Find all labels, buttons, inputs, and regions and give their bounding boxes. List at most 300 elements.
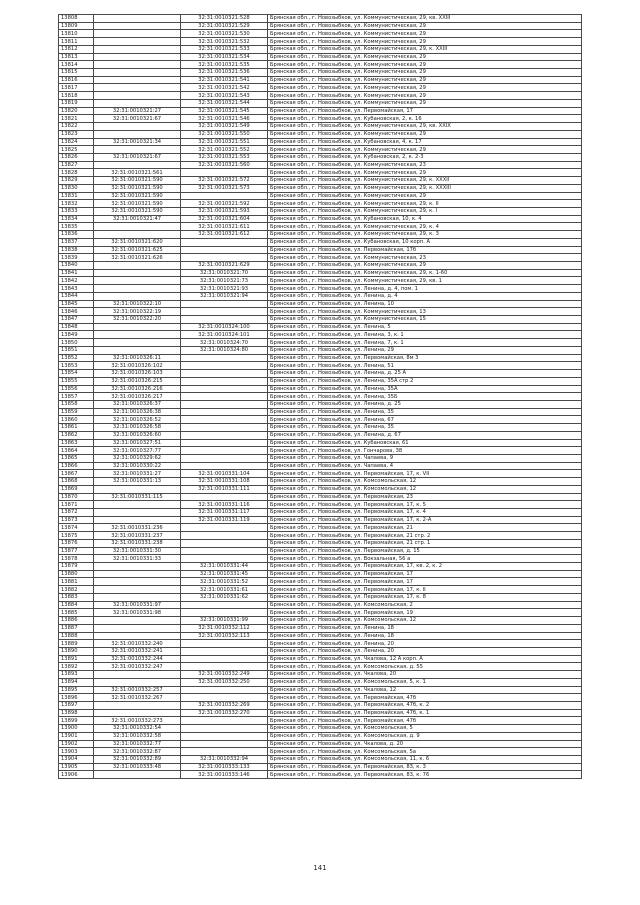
table-row — [59, 323, 582, 331]
address-cell: Брянская обл., г. Новозыбков, ул. Первомайская, д. 15 — [268, 547, 582, 555]
address-cell: Брянская обл., г. Новозыбков, ул. Первомайская, 17, к. 8 — [268, 593, 582, 601]
land-cadastral-number-cell: 32:31:0010321:590 — [94, 207, 181, 215]
land-cadastral-number-cell: 32:31:0010331:236 — [94, 524, 181, 532]
table-row — [59, 717, 582, 725]
land-cadastral-number-cell: 32:31:0010331:13 — [94, 478, 181, 486]
row-number-cell: 13869 — [59, 485, 94, 493]
building-cadastral-number-cell — [181, 655, 268, 663]
row-number-cell: 13824 — [59, 138, 94, 146]
land-cadastral-number-cell: 32:31:0010332:267 — [94, 694, 181, 702]
row-number-cell: 13888 — [59, 632, 94, 640]
table-row — [59, 184, 582, 192]
table-row — [59, 763, 582, 771]
table-row — [59, 694, 582, 702]
building-cadastral-number-cell: 32:31:0010321:543 — [181, 92, 268, 100]
building-cadastral-number-cell — [181, 424, 268, 432]
land-cadastral-number-cell — [94, 586, 181, 594]
table-row — [59, 146, 582, 154]
address-cell: Брянская обл., г. Новозыбков, ул. Коммунистическая, 29, к. II — [268, 200, 582, 208]
row-number-cell: 13884 — [59, 601, 94, 609]
address-cell: Брянская обл., г. Новозыбков, ул. Вокзальная, 56 а — [268, 555, 582, 563]
address-cell: Брянская обл., г. Новозыбков, ул. Первомайская, 17, к. VII — [268, 470, 582, 478]
row-number-cell: 13864 — [59, 447, 94, 455]
building-cadastral-number-cell — [181, 308, 268, 316]
land-cadastral-number-cell: 32:31:0010332:273 — [94, 717, 181, 725]
table-row — [59, 701, 582, 709]
land-cadastral-number-cell — [94, 346, 181, 354]
address-cell: Брянская обл., г. Новозыбков, ул. Коммунистическая, 29 — [268, 30, 582, 38]
table-row — [59, 725, 582, 733]
land-cadastral-number-cell: 32:31:0010321:626 — [94, 254, 181, 262]
land-cadastral-number-cell — [94, 92, 181, 100]
table-row — [59, 377, 582, 385]
row-number-cell: 13878 — [59, 555, 94, 563]
land-cadastral-number-cell: 32:31:0010326:102 — [94, 362, 181, 370]
row-number-cell: 13831 — [59, 192, 94, 200]
row-number-cell: 13837 — [59, 238, 94, 246]
building-cadastral-number-cell: 32:31:0010321:552 — [181, 146, 268, 154]
table-row — [59, 431, 582, 439]
building-cadastral-number-cell — [181, 493, 268, 501]
row-number-cell: 13880 — [59, 570, 94, 578]
land-cadastral-number-cell: 32:31:0010321:47 — [94, 215, 181, 223]
address-cell: Брянская обл., г. Новозыбков, ул. Первомайская, 17 — [268, 578, 582, 586]
address-cell: Брянская обл., г. Новозыбков, ул. Чкалова, 20 — [268, 671, 582, 679]
address-cell: Брянская обл., г. Новозыбков, ул. Комсомольская, 12 — [268, 485, 582, 493]
building-cadastral-number-cell: 32:31:0010324:70 — [181, 339, 268, 347]
building-cadastral-number-cell: 32:31:0010321:545 — [181, 107, 268, 115]
building-cadastral-number-cell: 32:31:0010321:572 — [181, 177, 268, 185]
table-row — [59, 192, 582, 200]
land-cadastral-number-cell — [94, 38, 181, 46]
building-cadastral-number-cell: 32:31:0010331:119 — [181, 516, 268, 524]
table-row — [59, 532, 582, 540]
address-cell: Брянская обл., г. Новозыбков, ул. Первомайская, 8м 3 — [268, 354, 582, 362]
land-cadastral-number-cell: 32:31:0010332:58 — [94, 732, 181, 740]
building-cadastral-number-cell: 32:31:0010331:104 — [181, 470, 268, 478]
land-cadastral-number-cell — [94, 516, 181, 524]
row-number-cell: 13861 — [59, 424, 94, 432]
row-number-cell: 13877 — [59, 547, 94, 555]
building-cadastral-number-cell: 32:31:0010324:101 — [181, 331, 268, 339]
row-number-cell: 13830 — [59, 184, 94, 192]
building-cadastral-number-cell — [181, 439, 268, 447]
land-cadastral-number-cell: 32:31:0010331:27 — [94, 470, 181, 478]
address-cell: Брянская обл., г. Новозыбков, ул. Первомайская, 17, к. II — [268, 586, 582, 594]
land-cadastral-number-cell — [94, 69, 181, 77]
address-cell: Брянская обл., г. Новозыбков, ул. Комсомольская, д. 55 — [268, 663, 582, 671]
land-cadastral-number-cell — [94, 22, 181, 30]
table-row — [59, 655, 582, 663]
address-cell: Брянская обл., г. Новозыбков, ул. Коммунистическая, 29, к. XXIII — [268, 45, 582, 53]
building-cadastral-number-cell: 32:31:0010321:542 — [181, 84, 268, 92]
land-cadastral-number-cell: 32:31:0010321:67 — [94, 153, 181, 161]
row-number-cell: 13823 — [59, 130, 94, 138]
building-cadastral-number-cell: 32:31:0010332:113 — [181, 632, 268, 640]
land-cadastral-number-cell: 32:31:0010332:89 — [94, 756, 181, 764]
table-row — [59, 269, 582, 277]
address-cell: Брянская обл., г. Новозыбков, ул. Чкалова, 12 А корп. А — [268, 655, 582, 663]
land-cadastral-number-cell — [94, 15, 181, 23]
address-cell: Брянская обл., г. Новозыбков, ул. Коммунистическая, 29 — [268, 38, 582, 46]
land-cadastral-number-cell — [94, 223, 181, 231]
building-cadastral-number-cell: 32:31:0010321:573 — [181, 184, 268, 192]
table-row — [59, 663, 582, 671]
table-row — [59, 246, 582, 254]
row-number-cell: 13873 — [59, 516, 94, 524]
building-cadastral-number-cell: 32:31:0010333:146 — [181, 771, 268, 779]
land-cadastral-number-cell: 32:31:0010332:241 — [94, 647, 181, 655]
land-cadastral-number-cell — [94, 578, 181, 586]
row-number-cell: 13820 — [59, 107, 94, 115]
address-cell: Брянская обл., г. Новозыбков, ул. Коммунистическая, 29 — [268, 61, 582, 69]
building-cadastral-number-cell: 32:31:0010332:94 — [181, 756, 268, 764]
address-cell: Брянская обл., г. Новозыбков, ул. Первомайская, 47б — [268, 694, 582, 702]
land-cadastral-number-cell: 32:31:0010326:58 — [94, 424, 181, 432]
building-cadastral-number-cell: 32:31:0010321:551 — [181, 138, 268, 146]
building-cadastral-number-cell: 32:31:0010321:70 — [181, 269, 268, 277]
building-cadastral-number-cell: 32:31:0010333:133 — [181, 763, 268, 771]
row-number-cell: 13847 — [59, 316, 94, 324]
table-row — [59, 231, 582, 239]
land-cadastral-number-cell — [94, 53, 181, 61]
address-cell: Брянская обл., г. Новозыбков, ул. Первомайская, 19 — [268, 609, 582, 617]
land-cadastral-number-cell: 32:31:0010332:77 — [94, 740, 181, 748]
address-cell: Брянская обл., г. Новозыбков, ул. Комсомольская, д. 9 — [268, 732, 582, 740]
row-number-cell: 13819 — [59, 99, 94, 107]
row-number-cell: 13858 — [59, 400, 94, 408]
land-cadastral-number-cell — [94, 709, 181, 717]
building-cadastral-number-cell — [181, 377, 268, 385]
land-cadastral-number-cell: 32:31:0010321:590 — [94, 200, 181, 208]
row-number-cell: 13874 — [59, 524, 94, 532]
row-number-cell: 13866 — [59, 462, 94, 470]
address-cell: Брянская обл., г. Новозыбков, ул. Ленина, 35 — [268, 424, 582, 432]
row-number-cell: 13810 — [59, 30, 94, 38]
address-cell: Брянская обл., г. Новозыбков, ул. Ленина, 18 — [268, 624, 582, 632]
address-cell: Брянская обл., г. Новозыбков, ул. Коммунистическая, 29, к. 3 — [268, 231, 582, 239]
building-cadastral-number-cell — [181, 462, 268, 470]
row-number-cell: 13865 — [59, 454, 94, 462]
building-cadastral-number-cell — [181, 454, 268, 462]
table-row — [59, 593, 582, 601]
building-cadastral-number-cell: 32:31:0010324:100 — [181, 323, 268, 331]
building-cadastral-number-cell — [181, 725, 268, 733]
address-cell: Брянская обл., г. Новозыбков, ул. Коммунистическая, 29 — [268, 99, 582, 107]
table-row — [59, 354, 582, 362]
building-cadastral-number-cell: 32:31:0010331:44 — [181, 563, 268, 571]
table-row — [59, 99, 582, 107]
land-cadastral-number-cell: 32:31:0010321:620 — [94, 238, 181, 246]
table-row — [59, 61, 582, 69]
table-row — [59, 732, 582, 740]
address-cell: Брянская обл., г. Новозыбков, ул. Ленина, 29 — [268, 346, 582, 354]
building-cadastral-number-cell: 32:31:0010321:94 — [181, 292, 268, 300]
address-cell: Брянская обл., г. Новозыбков, ул. Первомайская, 21 стр. 1 — [268, 539, 582, 547]
building-cadastral-number-cell: 32:31:0010321:533 — [181, 45, 268, 53]
row-number-cell: 13828 — [59, 169, 94, 177]
building-cadastral-number-cell: 32:31:0010321:592 — [181, 200, 268, 208]
land-cadastral-number-cell: 32:31:0010331:237 — [94, 532, 181, 540]
table-row — [59, 563, 582, 571]
address-cell: Брянская обл., г. Новозыбков, ул. Кубановская, 10, к. 4 — [268, 215, 582, 223]
row-number-cell: 13851 — [59, 346, 94, 354]
address-cell: Брянская обл., г. Новозыбков, ул. Коммунистическая, 29, к. 1-60 — [268, 269, 582, 277]
address-cell: Брянская обл., г. Новозыбков, ул. Ленина, 51 — [268, 362, 582, 370]
land-cadastral-number-cell — [94, 671, 181, 679]
table-row — [59, 76, 582, 84]
address-cell: Брянская обл., г. Новозыбков, ул. Коммунистическая, 29, к. 4 — [268, 223, 582, 231]
land-cadastral-number-cell — [94, 161, 181, 169]
table-row — [59, 686, 582, 694]
table-row — [59, 300, 582, 308]
land-cadastral-number-cell: 32:31:0010326:37 — [94, 400, 181, 408]
building-cadastral-number-cell: 32:31:0010321:593 — [181, 207, 268, 215]
land-cadastral-number-cell — [94, 701, 181, 709]
row-number-cell: 13812 — [59, 45, 94, 53]
land-cadastral-number-cell: 32:31:0010322:10 — [94, 300, 181, 308]
address-cell: Брянская обл., г. Новозыбков, ул. Гончарова, 38 — [268, 447, 582, 455]
table-row — [59, 107, 582, 115]
building-cadastral-number-cell: 32:31:0010331:111 — [181, 485, 268, 493]
row-number-cell: 13843 — [59, 285, 94, 293]
building-cadastral-number-cell: 32:31:0010332:250 — [181, 678, 268, 686]
table-row — [59, 617, 582, 625]
table-row — [59, 462, 582, 470]
building-cadastral-number-cell: 32:31:0010332:270 — [181, 709, 268, 717]
land-cadastral-number-cell — [94, 339, 181, 347]
land-cadastral-number-cell: 32:31:0010326:217 — [94, 393, 181, 401]
land-cadastral-number-cell: 32:31:0010322:19 — [94, 308, 181, 316]
row-number-cell: 13856 — [59, 385, 94, 393]
land-cadastral-number-cell: 32:31:0010321:67 — [94, 115, 181, 123]
row-number-cell: 13890 — [59, 647, 94, 655]
land-cadastral-number-cell — [94, 624, 181, 632]
table-row — [59, 485, 582, 493]
row-number-cell: 13832 — [59, 200, 94, 208]
table-row — [59, 153, 582, 161]
row-number-cell: 13872 — [59, 509, 94, 517]
table-row — [59, 362, 582, 370]
table-row — [59, 138, 582, 146]
building-cadastral-number-cell: 32:31:0010321:532 — [181, 38, 268, 46]
land-cadastral-number-cell — [94, 485, 181, 493]
land-cadastral-number-cell: 32:31:0010321:590 — [94, 192, 181, 200]
address-cell: Брянская обл., г. Новозыбков, ул. Коммунистическая, 29, к. XXXII — [268, 177, 582, 185]
address-cell: Брянская обл., г. Новозыбков, ул. Коммунистическая, 29, кв. 1 — [268, 277, 582, 285]
table-row — [59, 539, 582, 547]
building-cadastral-number-cell: 32:31:0010321:560 — [181, 161, 268, 169]
building-cadastral-number-cell: 32:31:0010331:52 — [181, 578, 268, 586]
address-cell: Брянская обл., г. Новозыбков, ул. Первомайская, 17, к. 4 — [268, 509, 582, 517]
row-number-cell: 13891 — [59, 655, 94, 663]
row-number-cell: 13889 — [59, 640, 94, 648]
property-register-table — [58, 14, 582, 779]
table-row — [59, 69, 582, 77]
building-cadastral-number-cell: 32:31:0010324:80 — [181, 346, 268, 354]
address-cell: Брянская обл., г. Новозыбков, ул. Ленина, 7, к. 1 — [268, 339, 582, 347]
table-row — [59, 207, 582, 215]
table-row — [59, 331, 582, 339]
table-row — [59, 215, 582, 223]
table-row — [59, 756, 582, 764]
row-number-cell: 13853 — [59, 362, 94, 370]
land-cadastral-number-cell: 32:31:0010332:87 — [94, 748, 181, 756]
row-number-cell: 13870 — [59, 493, 94, 501]
building-cadastral-number-cell: 32:31:0010321:553 — [181, 153, 268, 161]
table-row — [59, 38, 582, 46]
address-cell: Брянская обл., г. Новозыбков, ул. Первомайская, 47б — [268, 717, 582, 725]
row-number-cell: 13879 — [59, 563, 94, 571]
row-number-cell: 13892 — [59, 663, 94, 671]
row-number-cell: 13857 — [59, 393, 94, 401]
table-row — [59, 316, 582, 324]
land-cadastral-number-cell: 32:31:0010326:216 — [94, 385, 181, 393]
table-row — [59, 454, 582, 462]
row-number-cell: 13817 — [59, 84, 94, 92]
table-row — [59, 130, 582, 138]
land-cadastral-number-cell: 32:31:0010331:115 — [94, 493, 181, 501]
land-cadastral-number-cell: 32:31:0010332:257 — [94, 686, 181, 694]
address-cell: Брянская обл., г. Новозыбков, ул. Первомайская, 21 стр. 2 — [268, 532, 582, 540]
land-cadastral-number-cell — [94, 323, 181, 331]
table-row — [59, 555, 582, 563]
address-cell: Брянская обл., г. Новозыбков, ул. Чкалова, 12 — [268, 686, 582, 694]
row-number-cell: 13904 — [59, 756, 94, 764]
land-cadastral-number-cell: 32:31:0010326:215 — [94, 377, 181, 385]
row-number-cell: 13895 — [59, 686, 94, 694]
building-cadastral-number-cell: 32:31:0010321:604 — [181, 215, 268, 223]
address-cell: Брянская обл., г. Новозыбков, ул. Первомайская, 17, кв. 2, к. 2 — [268, 563, 582, 571]
row-number-cell: 13818 — [59, 92, 94, 100]
land-cadastral-number-cell: 32:31:0010321:590 — [94, 177, 181, 185]
row-number-cell: 13881 — [59, 578, 94, 586]
table-row — [59, 470, 582, 478]
building-cadastral-number-cell: 32:31:0010331:108 — [181, 478, 268, 486]
address-cell: Брянская обл., г. Новозыбков, ул. Коммунистическая, 29 — [268, 53, 582, 61]
table-row — [59, 570, 582, 578]
row-number-cell: 13859 — [59, 408, 94, 416]
land-cadastral-number-cell: 32:31:0010331:30 — [94, 547, 181, 555]
building-cadastral-number-cell — [181, 254, 268, 262]
building-cadastral-number-cell — [181, 748, 268, 756]
address-cell: Брянская обл., г. Новозыбков, ул. Ленина, 35 — [268, 408, 582, 416]
address-cell: Брянская обл., г. Новозыбков, ул. Коммунистическая, 29, к. XXXIII — [268, 184, 582, 192]
table-row — [59, 408, 582, 416]
land-cadastral-number-cell — [94, 771, 181, 779]
row-number-cell: 13899 — [59, 717, 94, 725]
row-number-cell: 13839 — [59, 254, 94, 262]
land-cadastral-number-cell — [94, 45, 181, 53]
building-cadastral-number-cell — [181, 362, 268, 370]
table-row — [59, 115, 582, 123]
address-cell: Брянская обл., г. Новозыбков, ул. Кубановская, 61 — [268, 439, 582, 447]
row-number-cell: 13896 — [59, 694, 94, 702]
table-row — [59, 501, 582, 509]
address-cell: Брянская обл., г. Новозыбков, ул. Первомайская, 21 — [268, 524, 582, 532]
address-cell: Брянская обл., г. Новозыбков, ул. Первомайская, 47б, к. 2 — [268, 701, 582, 709]
building-cadastral-number-cell — [181, 393, 268, 401]
address-cell: Брянская обл., г. Новозыбков, ул. Коммунистическая, 29 — [268, 169, 582, 177]
row-number-cell: 13883 — [59, 593, 94, 601]
land-cadastral-number-cell — [94, 123, 181, 131]
row-number-cell: 13849 — [59, 331, 94, 339]
address-cell: Брянская обл., г. Новозыбков, ул. Кубановская, 2, к. 16 — [268, 115, 582, 123]
row-number-cell: 13901 — [59, 732, 94, 740]
table-row — [59, 308, 582, 316]
land-cadastral-number-cell: 32:31:0010333:48 — [94, 763, 181, 771]
land-cadastral-number-cell: 32:31:0010327:51 — [94, 439, 181, 447]
land-cadastral-number-cell — [94, 292, 181, 300]
table-row — [59, 339, 582, 347]
address-cell: Брянская обл., г. Новозыбков, ул. Коммунистическая, 29 — [268, 22, 582, 30]
row-number-cell: 13826 — [59, 153, 94, 161]
address-cell: Брянская обл., г. Новозыбков, ул. Чапаева, 9 — [268, 454, 582, 462]
building-cadastral-number-cell — [181, 640, 268, 648]
land-cadastral-number-cell: 32:31:0010321:625 — [94, 246, 181, 254]
table-row — [59, 740, 582, 748]
land-cadastral-number-cell: 32:31:0010321:34 — [94, 138, 181, 146]
row-number-cell: 13867 — [59, 470, 94, 478]
address-cell: Брянская обл., г. Новозыбков, ул. Коммунистическая, 29 — [268, 192, 582, 200]
address-cell: Брянская обл., г. Новозыбков, ул. Первомайская, 17б — [268, 246, 582, 254]
land-cadastral-number-cell — [94, 99, 181, 107]
table-row — [59, 493, 582, 501]
address-cell: Брянская обл., г. Новозыбков, ул. Ленина, д. 4, пом. 1 — [268, 285, 582, 293]
building-cadastral-number-cell — [181, 647, 268, 655]
building-cadastral-number-cell — [181, 447, 268, 455]
building-cadastral-number-cell — [181, 300, 268, 308]
building-cadastral-number-cell: 32:31:0010331:117 — [181, 509, 268, 517]
table-row — [59, 601, 582, 609]
land-cadastral-number-cell: 32:31:0010332:54 — [94, 725, 181, 733]
table-row — [59, 84, 582, 92]
table-row — [59, 393, 582, 401]
address-cell: Брянская обл., г. Новозыбков, ул. Комсомольская, 12 — [268, 478, 582, 486]
page-number: 141 — [313, 864, 327, 872]
building-cadastral-number-cell — [181, 416, 268, 424]
table-row — [59, 748, 582, 756]
row-number-cell: 13811 — [59, 38, 94, 46]
address-cell: Брянская обл., г. Новозыбков, ул. Кубановская, 10 корп. А — [268, 238, 582, 246]
address-cell: Брянская обл., г. Новозыбков, ул. Ленина, д. 4 — [268, 292, 582, 300]
land-cadastral-number-cell — [94, 331, 181, 339]
row-number-cell: 13813 — [59, 53, 94, 61]
land-cadastral-number-cell: 32:31:0010326:103 — [94, 370, 181, 378]
address-cell: Брянская обл., г. Новозыбков, ул. Ленина, 67 — [268, 416, 582, 424]
address-cell: Брянская обл., г. Новозыбков, ул. Первомайская, 83, к. 76 — [268, 771, 582, 779]
land-cadastral-number-cell: 32:31:0010321:590 — [94, 184, 181, 192]
land-cadastral-number-cell — [94, 678, 181, 686]
address-cell: Брянская обл., г. Новозыбков, ул. Коммунистическая, 29 — [268, 92, 582, 100]
row-number-cell: 13814 — [59, 61, 94, 69]
row-number-cell: 13868 — [59, 478, 94, 486]
address-cell: Брянская обл., г. Новозыбков, ул. Коммунистическая, 29, к. I — [268, 207, 582, 215]
address-cell: Брянская обл., г. Новозыбков, ул. Коммунистическая, 29, кв. XXIX — [268, 123, 582, 131]
row-number-cell: 13876 — [59, 539, 94, 547]
table-row — [59, 416, 582, 424]
row-number-cell: 13882 — [59, 586, 94, 594]
building-cadastral-number-cell — [181, 740, 268, 748]
row-number-cell: 13846 — [59, 308, 94, 316]
table-row — [59, 771, 582, 779]
building-cadastral-number-cell — [181, 601, 268, 609]
address-cell: Брянская обл., г. Новозыбков, ул. Коммунистическая, 29 — [268, 262, 582, 270]
address-cell: Брянская обл., г. Новозыбков, ул. Ленина, 20 — [268, 647, 582, 655]
table-row — [59, 292, 582, 300]
building-cadastral-number-cell: 32:31:0010321:612 — [181, 231, 268, 239]
building-cadastral-number-cell: 32:31:0010321:536 — [181, 69, 268, 77]
